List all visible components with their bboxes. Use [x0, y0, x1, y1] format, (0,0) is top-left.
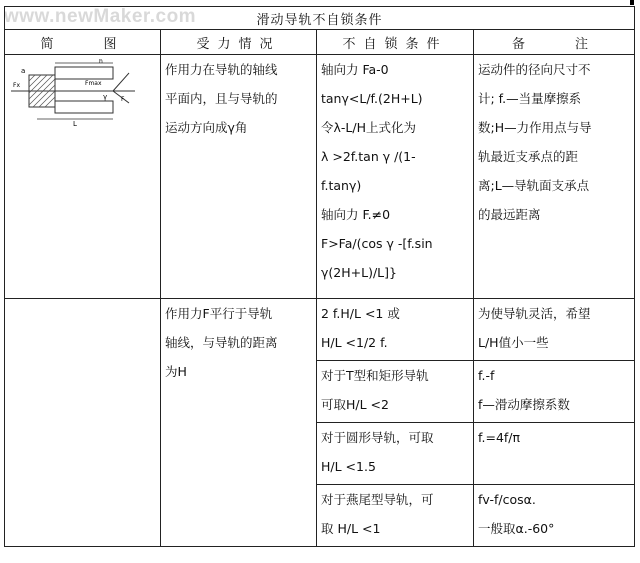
force-cell-2: 作用力F平行于导轨 轴线，与导轨的距离 为H — [161, 299, 317, 547]
condition-cell-1: 轴向力 Fa-0 tanγ<L/f.(2H+L) 令λ-L/H上式化为 λ >2f.tan γ /(1- f.tanγ) 轴向力 F.≠0 F>Fa/(cos γ -[f.sin γ(2H+L)/L]} — [317, 55, 474, 299]
sketch-label-h: h — [99, 59, 103, 65]
header-force: 受力情况 — [161, 30, 317, 55]
table-title: 滑动导轨不自锁条件 — [5, 7, 635, 30]
condition-cell-2a: 2 f.H/L <1 或 H/L <1/2 f. — [317, 299, 474, 361]
remark-cell-1: 运动件的径向尺寸不 计; f.—当量摩擦系 数;H—力作用点与导 轨最近支承点的距 离;L—导轨面支承点 的最远距离 — [474, 55, 635, 299]
header-remark: 备 注 — [474, 30, 635, 55]
condition-cell-2d: 对于燕尾型导轨，可 取 H/L <1 — [317, 485, 474, 547]
sketch-label-fx: Fx — [13, 82, 21, 89]
condition-cell-2b: 对于T型和矩形导轨 可取H/L <2 — [317, 361, 474, 423]
header-sketch: 简 图 — [5, 30, 161, 55]
table-row — [5, 55, 635, 299]
guide-rail-sketch — [7, 59, 147, 129]
sketch-cell — [5, 55, 161, 299]
condition-cell-2c: 对于圆形导轨，可取 H/L <1.5 — [317, 423, 474, 485]
remark-cell-2d: fv-f/cosα. 一般取α.-60° — [474, 485, 635, 547]
sketch-label-fmax: Fmax — [85, 80, 102, 87]
table-title-row — [5, 7, 635, 30]
force-cell-1: 作用力在导轨的轴线 平面内，且与导轨的 运动方向成γ角 — [161, 55, 317, 299]
guide-rail-table — [4, 6, 635, 547]
sketch-label-l: L — [73, 120, 77, 128]
sketch-label-fs: F — [121, 96, 125, 103]
remark-cell-2c: f.=4f/π — [474, 423, 635, 485]
table-row — [5, 299, 635, 361]
table-header-row — [5, 30, 635, 55]
sketch-label-a: a — [21, 67, 26, 75]
top-edge-mark — [630, 0, 634, 5]
remark-cell-2b: f.-f f—滑动摩擦系数 — [474, 361, 635, 423]
sketch-cell-empty — [5, 299, 161, 547]
remark-cell-2a: 为使导轨灵活，希望 L/H值小一些 — [474, 299, 635, 361]
watermark: www.newMaker.com — [4, 6, 197, 27]
sketch-label-gamma: γ — [103, 93, 108, 101]
header-condition: 不自锁条件 — [317, 30, 474, 55]
